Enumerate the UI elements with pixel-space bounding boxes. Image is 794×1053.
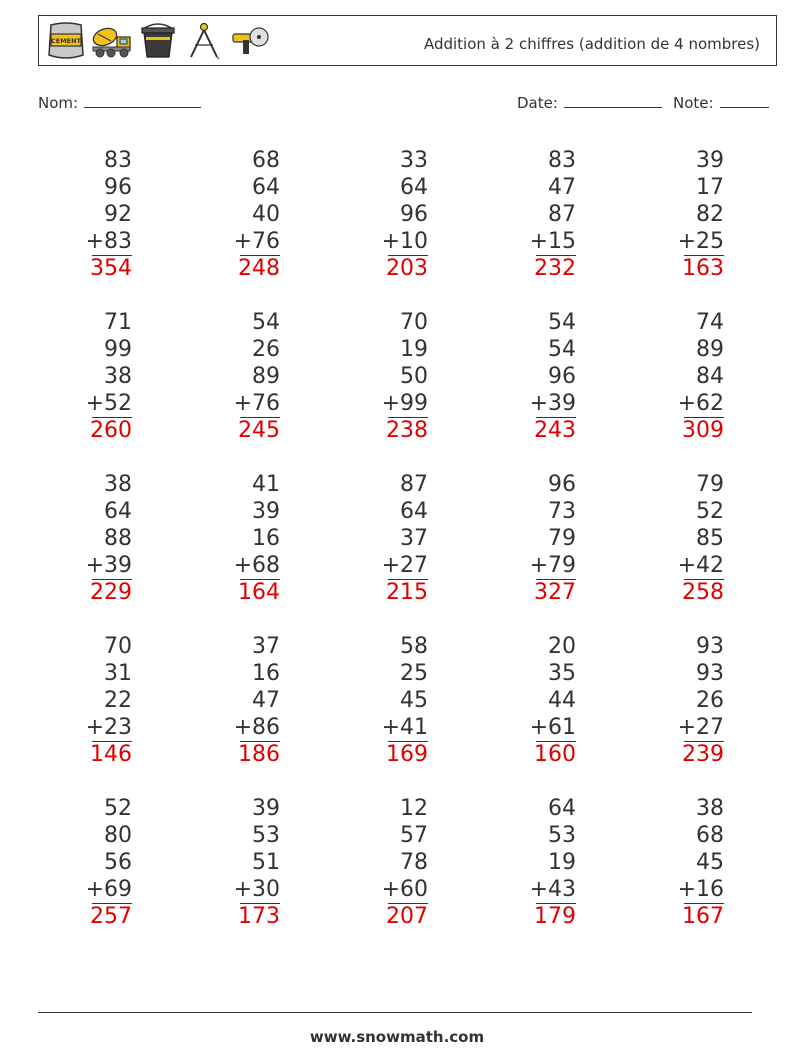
addend: 58 (400, 634, 428, 659)
addend: 38 (104, 472, 132, 497)
answer: 229 (90, 580, 132, 605)
addend: 26 (252, 337, 280, 362)
icon-strip (45, 20, 271, 62)
answer: 257 (90, 904, 132, 929)
addend-with-plus: +86 (233, 715, 280, 740)
addend-with-plus: +42 (677, 553, 724, 578)
addition-problem (480, 795, 576, 931)
addend: 70 (400, 310, 428, 335)
addend: 64 (400, 499, 428, 524)
answer: 169 (386, 742, 428, 767)
addition-problem (628, 309, 724, 445)
addend: 45 (400, 688, 428, 713)
addend: 39 (252, 796, 280, 821)
sum-rule (388, 903, 428, 904)
addend-with-plus: +23 (85, 715, 132, 740)
answer: 179 (534, 904, 576, 929)
addition-problem (36, 309, 132, 445)
addition-problem (36, 795, 132, 931)
answer: 248 (238, 256, 280, 281)
addend-with-plus: +39 (529, 391, 576, 416)
addend-with-plus: +27 (677, 715, 724, 740)
addition-problem (480, 633, 576, 769)
note-line[interactable] (720, 93, 769, 108)
addend: 92 (104, 202, 132, 227)
addend: 82 (696, 202, 724, 227)
drafting-compass-icon (183, 21, 225, 61)
sum-rule (684, 255, 724, 256)
addend-with-plus: +25 (677, 229, 724, 254)
answer: 245 (238, 418, 280, 443)
addend: 96 (548, 472, 576, 497)
answer: 309 (682, 418, 724, 443)
addend: 12 (400, 796, 428, 821)
addend: 53 (252, 823, 280, 848)
addition-problem (184, 309, 280, 445)
footer-site: www.snowmath.com (309, 1028, 485, 1046)
addend: 50 (400, 364, 428, 389)
addend-with-plus: +39 (85, 553, 132, 578)
addition-problem (36, 633, 132, 769)
addend: 16 (252, 661, 280, 686)
addend: 38 (104, 364, 132, 389)
sum-rule (684, 903, 724, 904)
addend: 87 (400, 472, 428, 497)
addition-problem (628, 795, 724, 931)
answer: 260 (90, 418, 132, 443)
addend: 51 (252, 850, 280, 875)
addition-problem (332, 147, 428, 283)
answer: 167 (682, 904, 724, 929)
addend: 80 (104, 823, 132, 848)
addend-with-plus: +68 (233, 553, 280, 578)
addend-with-plus: +62 (677, 391, 724, 416)
addend: 17 (696, 175, 724, 200)
addend-with-plus: +27 (381, 553, 428, 578)
answer: 354 (90, 256, 132, 281)
answer: 173 (238, 904, 280, 929)
addend: 33 (400, 148, 428, 173)
answer: 164 (238, 580, 280, 605)
addend-with-plus: +41 (381, 715, 428, 740)
addend: 64 (104, 499, 132, 524)
addend: 96 (400, 202, 428, 227)
addend: 96 (548, 364, 576, 389)
addend: 93 (696, 661, 724, 686)
addend-with-plus: +83 (85, 229, 132, 254)
sum-rule (684, 579, 724, 580)
addend: 38 (696, 796, 724, 821)
worksheet-title: Addition à 2 chiffres (addition de 4 nombres) (423, 35, 760, 53)
addend-with-plus: +52 (85, 391, 132, 416)
addend-with-plus: +69 (85, 877, 132, 902)
addend: 79 (696, 472, 724, 497)
addend-with-plus: +15 (529, 229, 576, 254)
addition-problem (628, 633, 724, 769)
sum-rule (536, 903, 576, 904)
addend-with-plus: +76 (233, 229, 280, 254)
addend: 83 (104, 148, 132, 173)
addend: 31 (104, 661, 132, 686)
addend: 54 (548, 337, 576, 362)
sum-rule (240, 579, 280, 580)
addend: 20 (548, 634, 576, 659)
addend: 35 (548, 661, 576, 686)
addend: 39 (252, 499, 280, 524)
addend: 37 (400, 526, 428, 551)
date-line[interactable] (564, 93, 662, 108)
addition-problem (184, 633, 280, 769)
addend: 74 (696, 310, 724, 335)
sum-rule (92, 903, 132, 904)
sum-rule (684, 741, 724, 742)
addend: 19 (400, 337, 428, 362)
sum-rule (536, 741, 576, 742)
addend: 93 (696, 634, 724, 659)
answer: 163 (682, 256, 724, 281)
sum-rule (92, 579, 132, 580)
sum-rule (388, 255, 428, 256)
addend: 47 (548, 175, 576, 200)
addend-with-plus: +30 (233, 877, 280, 902)
addend: 89 (696, 337, 724, 362)
addend: 89 (252, 364, 280, 389)
addition-problem (184, 471, 280, 607)
sum-rule (388, 741, 428, 742)
name-field[interactable] (38, 93, 201, 112)
sum-rule (536, 579, 576, 580)
sum-rule (240, 417, 280, 418)
answer: 186 (238, 742, 280, 767)
addend: 68 (696, 823, 724, 848)
answer: 207 (386, 904, 428, 929)
sum-rule (92, 417, 132, 418)
header-box (38, 15, 777, 66)
addition-problem (480, 309, 576, 445)
addend: 64 (400, 175, 428, 200)
addend-with-plus: +16 (677, 877, 724, 902)
addend: 57 (400, 823, 428, 848)
addend: 19 (548, 850, 576, 875)
sum-rule (240, 255, 280, 256)
note-field[interactable] (673, 93, 769, 112)
addend: 73 (548, 499, 576, 524)
sum-rule (92, 255, 132, 256)
addend: 37 (252, 634, 280, 659)
sum-rule (92, 741, 132, 742)
addend: 22 (104, 688, 132, 713)
addend: 52 (696, 499, 724, 524)
sum-rule (388, 579, 428, 580)
bucket-icon (137, 21, 179, 61)
addend-with-plus: +43 (529, 877, 576, 902)
addend-with-plus: +10 (381, 229, 428, 254)
addition-problem (332, 471, 428, 607)
angle-grinder-icon (229, 21, 271, 61)
footer-divider (38, 1012, 752, 1013)
answer: 160 (534, 742, 576, 767)
addition-problem (36, 147, 132, 283)
addition-problem (480, 147, 576, 283)
addend: 84 (696, 364, 724, 389)
addend-with-plus: +76 (233, 391, 280, 416)
answer: 239 (682, 742, 724, 767)
answer: 243 (534, 418, 576, 443)
addend: 88 (104, 526, 132, 551)
addend: 71 (104, 310, 132, 335)
sum-rule (388, 417, 428, 418)
addend: 54 (252, 310, 280, 335)
answer: 146 (90, 742, 132, 767)
addend: 70 (104, 634, 132, 659)
addition-problem (332, 633, 428, 769)
addend: 53 (548, 823, 576, 848)
sum-rule (536, 255, 576, 256)
addend: 87 (548, 202, 576, 227)
cement-label: CEMENT (51, 37, 81, 45)
addend-with-plus: +61 (529, 715, 576, 740)
cement-bag-icon (45, 21, 87, 61)
addend: 64 (548, 796, 576, 821)
answer: 203 (386, 256, 428, 281)
addend: 96 (104, 175, 132, 200)
note-label: Note: (673, 94, 714, 112)
addend: 44 (548, 688, 576, 713)
addend: 16 (252, 526, 280, 551)
date-field[interactable] (517, 93, 662, 112)
addition-problem (184, 147, 280, 283)
answer: 232 (534, 256, 576, 281)
addend: 85 (696, 526, 724, 551)
addend-with-plus: +79 (529, 553, 576, 578)
addend: 26 (696, 688, 724, 713)
addition-problem (36, 471, 132, 607)
sum-rule (536, 417, 576, 418)
addend: 47 (252, 688, 280, 713)
addend: 56 (104, 850, 132, 875)
sum-rule (240, 741, 280, 742)
addend: 40 (252, 202, 280, 227)
addition-problem (332, 795, 428, 931)
addend-with-plus: +60 (381, 877, 428, 902)
answer: 327 (534, 580, 576, 605)
addition-problem (628, 471, 724, 607)
addition-problem (332, 309, 428, 445)
cement-mixer-truck-icon (91, 21, 133, 61)
sum-rule (240, 903, 280, 904)
addend: 39 (696, 148, 724, 173)
name-label: Nom: (38, 94, 79, 112)
addend: 78 (400, 850, 428, 875)
addend: 99 (104, 337, 132, 362)
answer: 238 (386, 418, 428, 443)
addend: 52 (104, 796, 132, 821)
answer: 258 (682, 580, 724, 605)
addend: 64 (252, 175, 280, 200)
addend: 54 (548, 310, 576, 335)
addend: 68 (252, 148, 280, 173)
addition-problem (184, 795, 280, 931)
sum-rule (684, 417, 724, 418)
date-label: Date: (517, 94, 558, 112)
addend: 83 (548, 148, 576, 173)
addend: 41 (252, 472, 280, 497)
addition-problem (628, 147, 724, 283)
answer: 215 (386, 580, 428, 605)
addend: 45 (696, 850, 724, 875)
addend: 79 (548, 526, 576, 551)
addend: 25 (400, 661, 428, 686)
name-line[interactable] (84, 93, 201, 108)
addition-problem (480, 471, 576, 607)
addend-with-plus: +99 (381, 391, 428, 416)
